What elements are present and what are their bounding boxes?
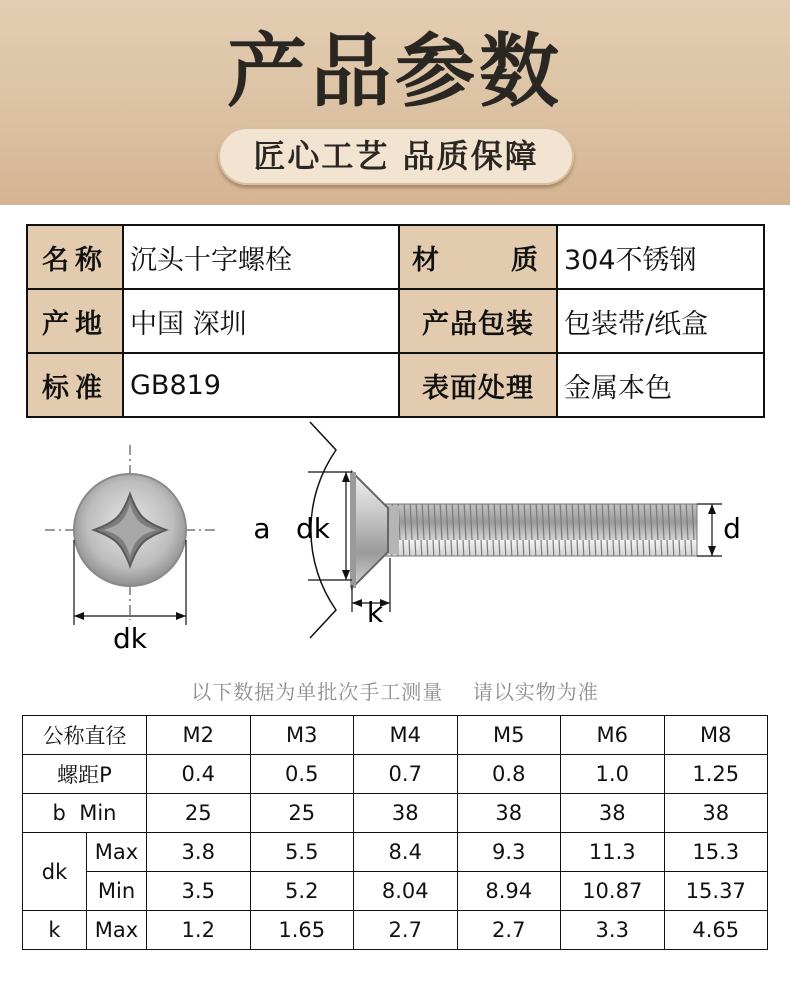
info-value: 沉头十字螺栓 [123,225,399,289]
value-cell: 0.5 [250,755,354,794]
info-value: GB819 [123,353,399,417]
info-value: 包装带/纸盒 [557,289,764,353]
spec-dk-min-row [23,872,768,911]
spec-dk-max-row [23,833,768,872]
spec-header-row [23,716,768,755]
spec-sub-label: Max [87,911,147,950]
value-cell: 25 [147,794,251,833]
spec-sub-label: Min [87,872,147,911]
info-row-standard [27,353,764,417]
spec-row-label: b Min [23,794,147,833]
measurement-note: 以下数据为单批次手工测量 请以实物为准 [191,680,599,704]
spec-row-label: 螺距P [23,755,147,794]
value-cell: 15.37 [664,872,768,911]
value-cell: 3.8 [147,833,251,872]
value-cell: 0.4 [147,755,251,794]
product-info-table [26,224,765,418]
header-banner [0,0,790,205]
value-cell: 3.3 [561,911,665,950]
label-k: k [366,596,384,629]
size-cell: M4 [354,716,458,755]
spec-pitch-row [23,755,768,794]
spec-row-label: k [23,911,87,950]
size-cell: M6 [561,716,665,755]
value-cell: 15.3 [664,833,768,872]
size-cell: M2 [147,716,251,755]
value-cell: 8.94 [457,872,561,911]
head-top-view [45,445,215,655]
info-key: 标准 [27,353,123,417]
value-cell: 38 [561,794,665,833]
value-cell: 5.5 [250,833,354,872]
spec-sub-label: Max [87,833,147,872]
spec-row-label: dk [23,833,87,911]
value-cell: 0.8 [457,755,561,794]
value-cell: 2.7 [354,911,458,950]
spec-b-row [23,794,768,833]
value-cell: 38 [354,794,458,833]
info-value: 金属本色 [557,353,764,417]
value-cell: 1.25 [664,755,768,794]
spec-k-row [23,911,768,950]
value-cell: 25 [250,794,354,833]
value-cell: 9.3 [457,833,561,872]
info-key: 表面处理 [399,353,557,417]
value-cell: 11.3 [561,833,665,872]
head-dk-label: dk [113,622,147,655]
label-dk: dk [296,512,330,545]
value-cell: 3.5 [147,872,251,911]
page-title: 产品参数 [227,25,563,118]
label-a: a [253,512,271,545]
value-cell: 38 [457,794,561,833]
value-cell: 8.4 [354,833,458,872]
value-cell: 38 [664,794,768,833]
value-cell: 1.65 [250,911,354,950]
value-cell: 5.2 [250,872,354,911]
value-cell: 1.0 [561,755,665,794]
size-cell: M8 [664,716,768,755]
value-cell: 1.2 [147,911,251,950]
value-cell: 4.65 [664,911,768,950]
info-key: 材 质 [399,225,557,289]
value-cell: 2.7 [457,911,561,950]
value-cell: 10.87 [561,872,665,911]
info-value: 中国 深圳 [123,289,399,353]
info-row-name [27,225,764,289]
info-key: 产地 [27,289,123,353]
label-d: d [723,512,741,545]
info-row-origin [27,289,764,353]
subtitle-text: 匠心工艺 品质保障 [253,137,539,175]
value-cell: 0.7 [354,755,458,794]
size-cell: M3 [250,716,354,755]
spec-row-label: 公称直径 [23,716,147,755]
info-value: 304不锈钢 [557,225,764,289]
value-cell: 8.04 [354,872,458,911]
spec-table [22,715,768,950]
info-key: 产品包装 [399,289,557,353]
info-key: 名称 [27,225,123,289]
subtitle-pill [218,127,574,185]
bolt-dimension-diagram [0,420,790,670]
bolt-side-view [253,422,740,638]
size-cell: M5 [457,716,561,755]
